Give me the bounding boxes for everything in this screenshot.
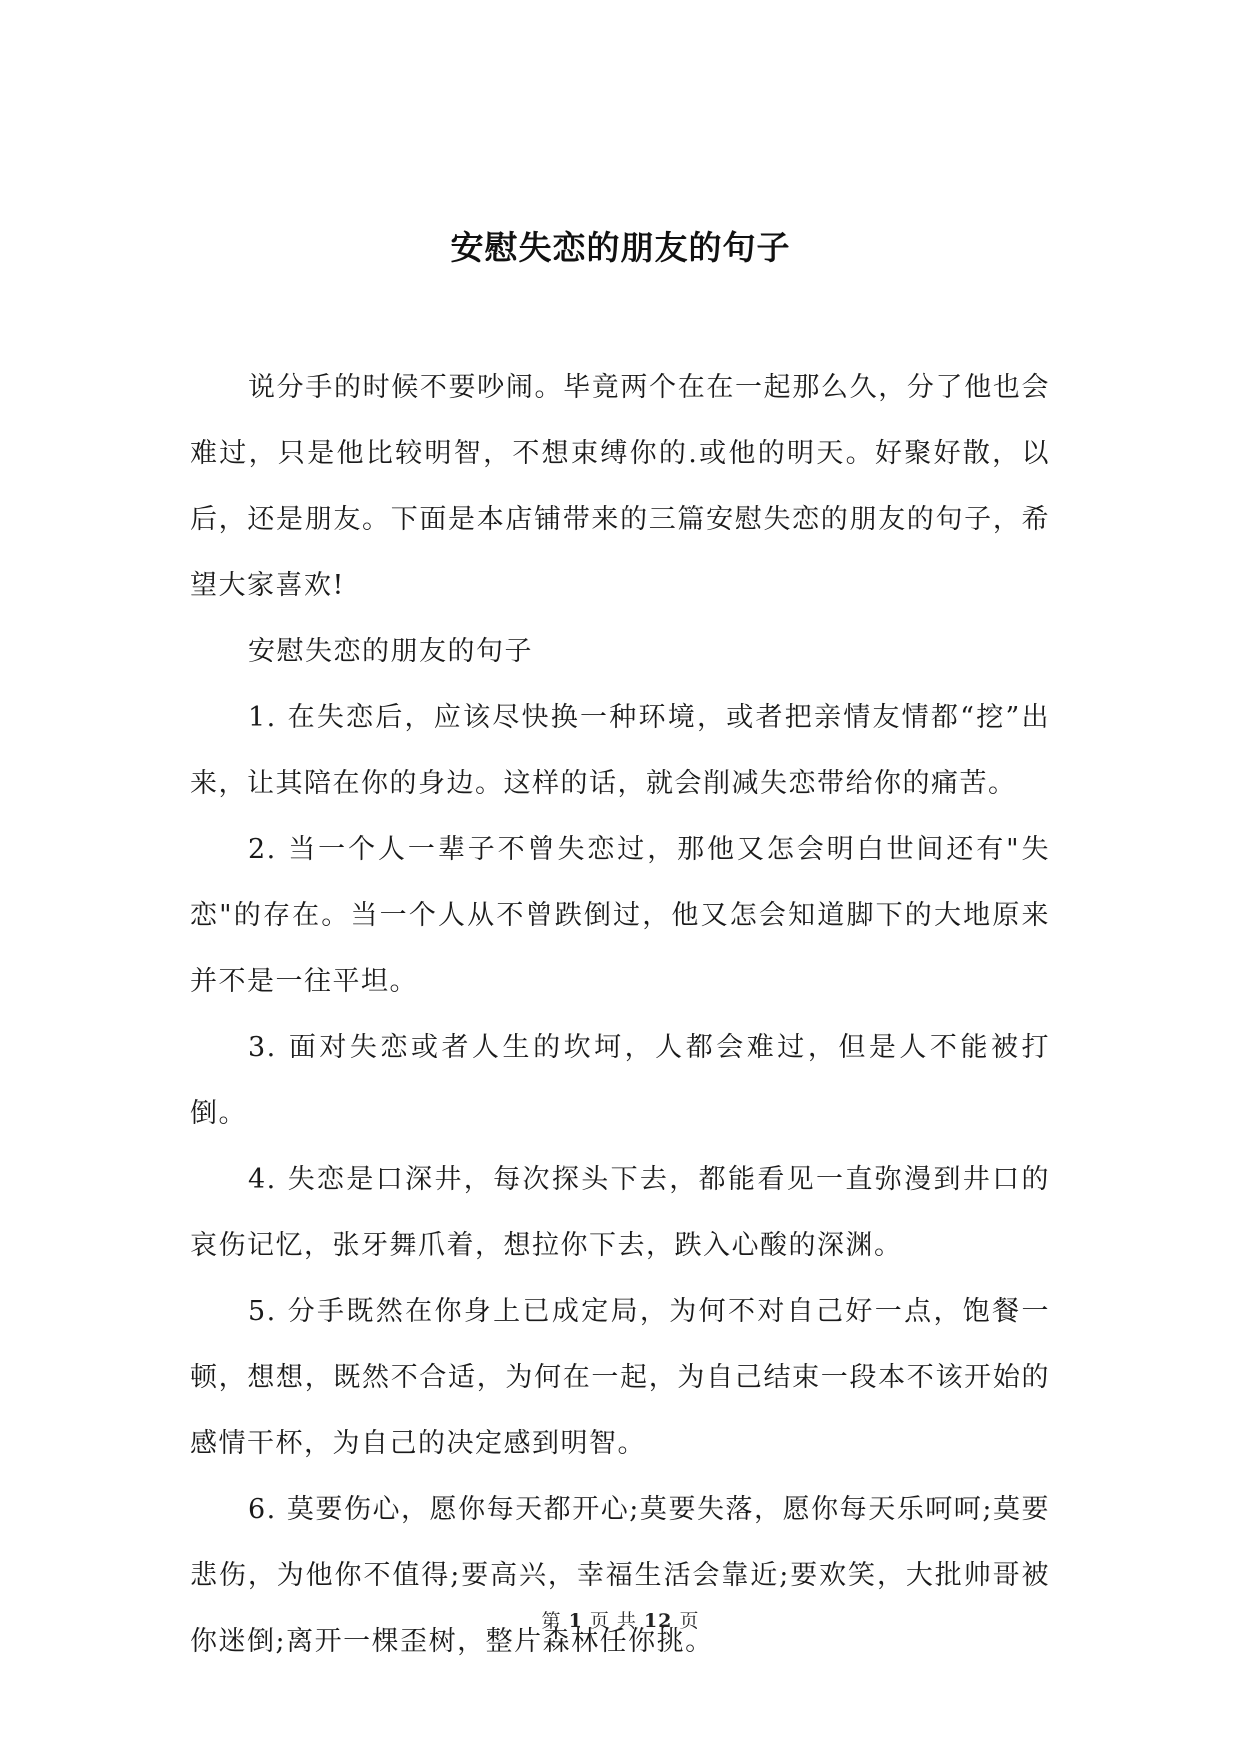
list-item: 1. 在失恋后，应该尽快换一种环境，或者把亲情友情都“挖”出来，让其陪在你的身边。这样的话，就会削减失恋带给你的痛苦。 — [190, 702, 1050, 799]
page-footer — [0, 1606, 1241, 1633]
list-item: 6. 莫要伤心，愿你每天都开心;莫要失落，愿你每天乐呵呵;莫要悲伤，为他你不值得;要高兴，幸福生活会靠近;要欢笑，大批帅哥被你迷倒;离开一棵歪树，整片森林任你挑。 — [190, 1494, 1050, 1657]
document-body — [190, 355, 1050, 1675]
list-item: 3. 面对失恋或者人生的坎坷，人都会难过，但是人不能被打倒。 — [190, 1032, 1050, 1129]
intro-paragraph: 说分手的时候不要吵闹。毕竟两个在在一起那么久，分了他也会难过，只是他比较明智，不想束缚你的.或他的明天。好聚好散，以后，还是朋友。下面是本店铺带来的三篇安慰失恋的朋友的句子，希望大家喜欢! — [190, 372, 1050, 601]
list-item: 5. 分手既然在你身上已成定局，为何不对自己好一点，饱餐一顿，想想，既然不合适，为何在一起，为自己结束一段本不该开始的感情干杯，为自己的决定感到明智。 — [190, 1296, 1050, 1459]
section-heading: 安慰失恋的朋友的句子 — [248, 636, 533, 667]
footer-middle: 页 共 — [589, 1610, 637, 1632]
list-item: 4. 失恋是口深井，每次探头下去，都能看见一直弥漫到井口的哀伤记忆，张牙舞爪着，想拉你下去，跌入心酸的深渊。 — [190, 1164, 1050, 1261]
list-item: 2. 当一个人一辈子不曾失恋过，那他又怎会明白世间还有"失恋"的存在。当一个人从不曾跌倒过，他又怎会知道脚下的大地原来并不是一往平坦。 — [190, 834, 1050, 997]
document-title: 安慰失恋的朋友的句子 — [450, 228, 791, 267]
footer-suffix: 页 — [679, 1610, 700, 1632]
total-pages-number: 12 — [643, 1610, 673, 1632]
footer-prefix: 第 — [541, 1610, 562, 1632]
current-page-number: 1 — [568, 1610, 583, 1632]
